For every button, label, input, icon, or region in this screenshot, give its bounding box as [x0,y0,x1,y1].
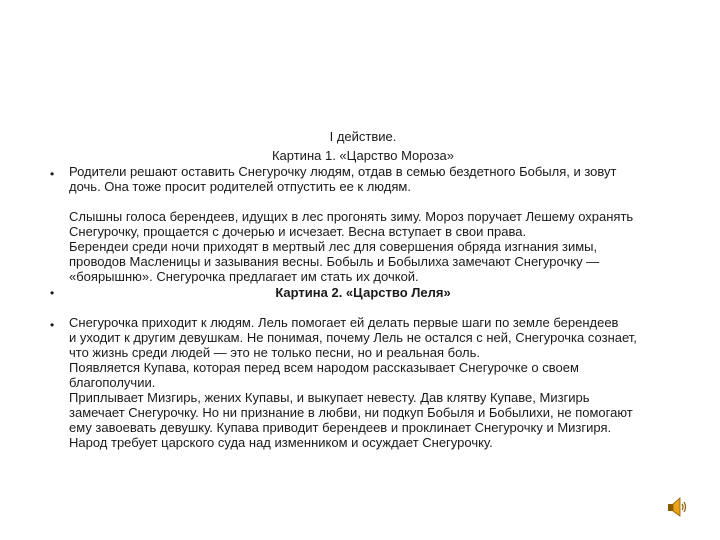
scene-1-title: Картина 1. «Царство Мороза» [271,148,455,163]
paragraph-1: Родители решают оставить Снегурочку людям, отдав в семью бездетного Бобыля, и зовут дочь. Она тоже просит родителей отпустить ее к людям. [69,164,617,194]
bullet-2: • [50,286,55,300]
bullet-1: • [50,167,55,181]
speaker-icon-graphic [666,496,688,518]
paragraph-3: Снегурочка приходит к людям. Лель помогает ей делать первые шаги по земле берендеев и уходит к другим девушкам. Не понимая, почему Лель не остался с ней, Снегурочка сознает, что жизнь среди людей — это не только песни, но и реальная боль. Появляется Купава, которая перед всем народом рассказывает Снегурочке о своем благополучии. Приплывает Мизгирь, жених Купавы, и выкупает невесту. Дав клятву Купаве, Мизгирь замечает Снегурочку. Но ни признание в любви, ни подкуп Бобыля и Бобылихи, не помогают ему завоевать девушку. Купава приводит берендеев и проклинает Снегурочку и Мизгиря. Народ требует царского суда над изменником и осуждает Снегурочку. [69,315,637,450]
speaker-icon[interactable] [666,496,688,518]
paragraph-2: Слышны голоса берендеев, идущих в лес прогонять зиму. Мороз поручает Лешему охранять Снегурочку, прощается с дочерью и исчезает. Весна вступает в свои права. Берендеи среди ночи приходят в мертвый лес для совершения обряда изгнания зимы, проводов Масленицы и зазывания весны. Бобыль и Бобылиха замечают Снегурочку — «боярышню». Снегурочка предлагает им стать их дочкой. [69,209,634,284]
act-title: I действие. [329,129,397,144]
bullet-3: • [50,318,55,332]
scene-2-title: Картина 2. «Царство Леля» [275,285,451,300]
